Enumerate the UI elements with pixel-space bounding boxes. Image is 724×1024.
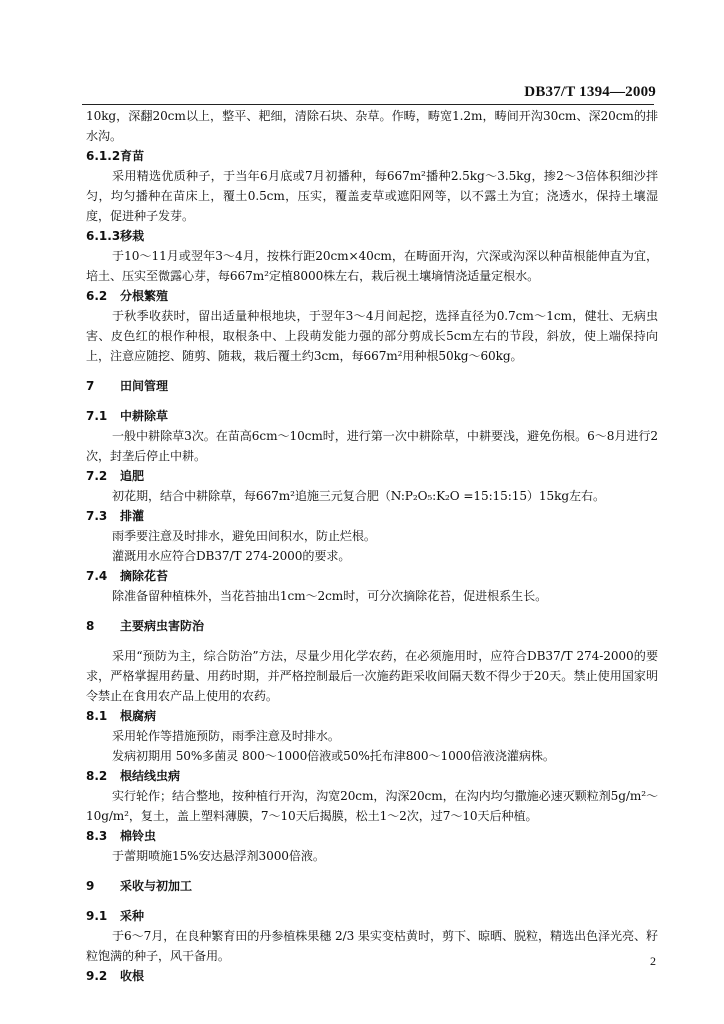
paragraph: 除准备留种植株外，当花苔抽出1cm～2cm时，可分次摘除花苔，促进根系生长。 [112,589,548,603]
heading-title: 根结线虫病 [120,769,181,783]
paragraph: 实行轮作；结合整地，按种植行开沟，沟宽20cm，沟深20cm，在沟内均匀撒施必速灭颗粒剂5g/m²～10g/m²，复土，盖上塑料薄膜，7～10天后揭膜，松土1～2次，过7～10天后种植。 [86,789,658,823]
heading-number: 6.1.3 [86,229,121,243]
heading-number: 7.3 [86,509,108,523]
heading-number: 8 [86,619,95,633]
subsection-heading [86,826,658,846]
section-heading [86,616,658,636]
subsection-heading [86,226,658,246]
heading-title: 移栽 [120,229,145,243]
heading-number: 9 [86,879,95,893]
heading-title: 根腐病 [120,709,157,723]
subsection-heading [86,906,658,926]
paragraph: 采用精选优质种子，于当年6月底或7月初播种，每667m²播种2.5kg～3.5kg，掺2～3倍体积细沙拌匀，均匀播种在苗床上，覆土0.5cm，压实，覆盖麦草或遮阳网等，以不露土为宜；浇透水，保持土壤湿度，促进种子发芽。 [86,169,658,223]
page-number: 2 [650,954,656,968]
paragraph: 一般中耕除草3次。在苗高6cm～10cm时，进行第一次中耕除草，中耕要浅，避免伤根。6～8月进行2次，封垄后停止中耕。 [86,429,658,463]
paragraph: 采用“预防为主，综合防治”方法，尽量少用化学农药，在必须施用时，应符合DB37/T 274-2000的要求，严格掌握用药量、用药时期，并严格控制最后一次施药距采收间隔天数不得少于20天。禁止使用国家明令禁止在食用农产品上使用的农药。 [86,649,658,703]
heading-title: 分根繁殖 [120,289,169,303]
subsection-heading [86,766,658,786]
section-heading [86,376,658,396]
heading-number: 8.1 [86,709,108,723]
heading-title: 育苗 [120,149,145,163]
heading-number: 6.1.2 [86,149,121,163]
heading-title: 追肥 [120,469,145,483]
paragraph: 发病初期用 50%多菌灵 800～1000倍液或50%托布津800～1000倍液浇灌病株。 [112,749,555,763]
heading-number: 7.1 [86,409,108,423]
heading-title: 中耕除草 [120,409,169,423]
heading-title: 排灌 [120,509,145,523]
standard-code: DB37/T 1394—2009 [524,84,656,100]
header-rule [82,104,654,105]
paragraph: 灌溉用水应符合DB37/T 274-2000的要求。 [112,549,351,563]
paragraph: 雨季要注意及时排水，避免田间积水，防止烂根。 [112,529,376,543]
heading-title: 收根 [120,969,145,983]
subsection-heading [86,146,658,166]
heading-title: 采收与初加工 [120,879,193,893]
subsection-heading [86,706,658,726]
subsection-heading [86,966,658,986]
paragraph: 于秋季收获时，留出适量种根地块，于翌年3～4月间起挖，选择直径为0.7cm～1cm，健壮、无病虫害、皮色红的根作种根，取根条中、上段萌发能力强的部分剪成长5cm左右的节段，斜放，使上端保持向上，注意应随挖、随剪、随栽，栽后覆土约3cm，每667m²用种根50kg～60kg。 [86,309,658,363]
subsection-heading [86,286,658,306]
heading-title: 摘除花苔 [120,569,169,583]
paragraph: 采用轮作等措施预防，雨季注意及时排水。 [112,729,340,743]
section-heading [86,876,658,896]
paragraph: 于10～11月或翌年3～4月，按株行距20cm×40cm，在畴面开沟，穴深或沟深以种苗根能伸直为宜，培土、压实至微露心芽，每667m²定植8000株左右，栽后视土壤墒情浇适量定根水。 [86,249,658,283]
heading-number: 9.2 [86,969,108,983]
heading-number: 8.3 [86,829,108,843]
heading-number: 7.4 [86,569,108,583]
paragraph: 于蕾期喷施15%安达悬浮剂3000倍液。 [112,849,325,863]
heading-number: 7 [86,379,95,393]
heading-title: 采种 [120,909,145,923]
subsection-heading [86,466,658,486]
heading-title: 田间管理 [120,379,169,393]
heading-number: 7.2 [86,469,108,483]
heading-number: 6.2 [86,289,108,303]
heading-title: 主要病虫害防治 [120,619,205,633]
paragraph: 10kg，深翻20cm以上，整平、耙细，清除石块、杂草。作畴，畴宽1.2m，畴间开沟30cm、深20cm的排水沟。 [86,109,658,143]
subsection-heading [86,406,658,426]
paragraph: 初花期，结合中耕除草，每667m²追施三元复合肥（N:P₂O₅:K₂O =15:15:15）15kg左右。 [112,489,605,503]
heading-title: 棉铃虫 [120,829,157,843]
heading-number: 9.1 [86,909,108,923]
document-body [86,106,658,986]
heading-number: 8.2 [86,769,108,783]
subsection-heading [86,566,658,586]
paragraph: 于6～7月，在良种繁育田的丹参植株果穗 2/3 果实变枯黄时，剪下、晾晒、脱粒，精选出色泽光亮、籽粒饱满的种子，风干备用。 [86,929,658,963]
subsection-heading [86,506,658,526]
